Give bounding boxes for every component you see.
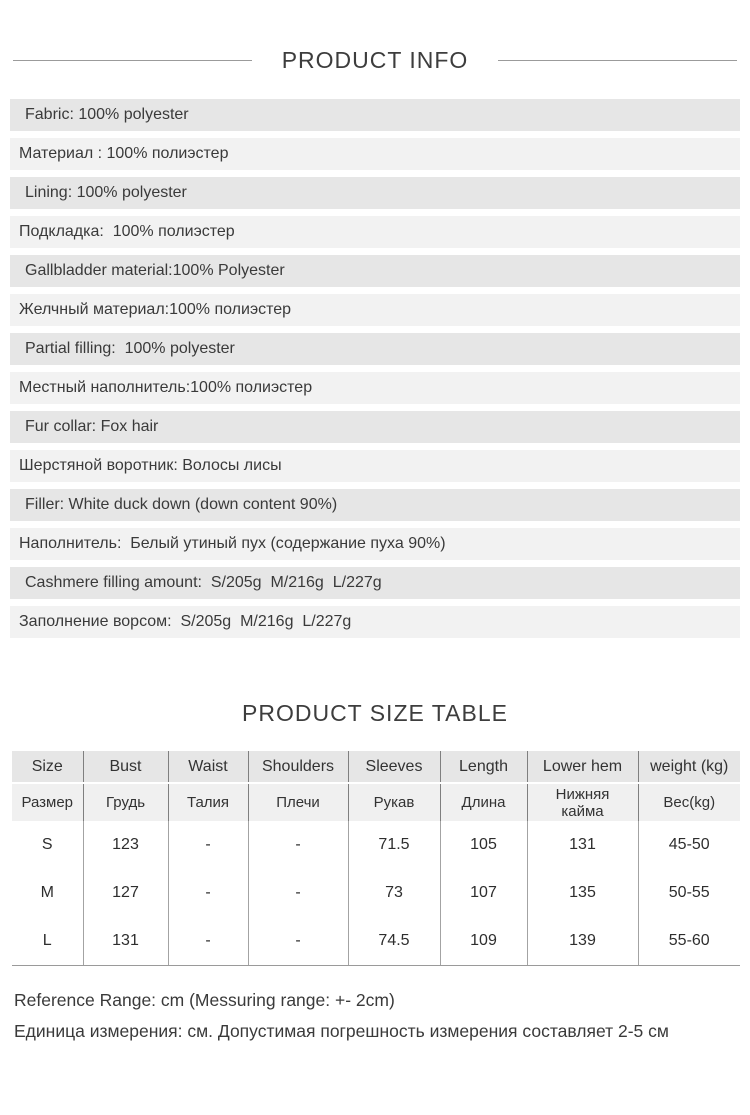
size-table-header-cell: Sleeves: [348, 751, 440, 783]
measurement-cell: 55-60: [638, 917, 740, 966]
info-row-en: Cashmere filling amount: S/205g M/216g L/227g: [10, 567, 740, 599]
measurement-cell: 73: [348, 869, 440, 917]
size-table-header-cell: Грудь: [83, 783, 168, 821]
measurement-note: [14, 985, 736, 1047]
info-row-en: Gallbladder material:100% Polyester: [10, 255, 740, 287]
product-info-section: [0, 47, 750, 638]
size-table-row: [12, 917, 740, 966]
reference-range-ru: Единица измерения: см. Допустимая погрешность измерения составляет 2-5 см: [14, 1021, 669, 1041]
measurement-cell: 109: [440, 917, 527, 966]
size-table-header-cell: Shoulders: [248, 751, 348, 783]
size-table-header-cell: Талия: [168, 783, 248, 821]
size-table-header-cell: Size: [12, 751, 83, 783]
size-value-cell: M: [12, 869, 83, 917]
size-table-header-cell: Lower hem: [527, 751, 638, 783]
size-table-header-cell: Waist: [168, 751, 248, 783]
title-line-left: [13, 60, 252, 61]
info-row-ru: Наполнитель: Белый утиный пух (содержание пуха 90%): [10, 528, 740, 560]
measurement-cell: -: [248, 869, 348, 917]
info-row-en: Filler: White duck down (down content 90%): [10, 489, 740, 521]
info-row-ru: Заполнение ворсом: S/205g M/216g L/227g: [10, 606, 740, 638]
size-value-cell: L: [12, 917, 83, 966]
size-table-section: [0, 700, 750, 1047]
measurement-cell: 127: [83, 869, 168, 917]
measurement-cell: 74.5: [348, 917, 440, 966]
size-table-header-cell: Вес(kg): [638, 783, 740, 821]
size-table-header-cell: Нижняя кайма: [527, 783, 638, 821]
measurement-cell: 131: [527, 821, 638, 869]
measurement-cell: -: [168, 917, 248, 966]
info-row-ru: Материал : 100% полиэстер: [10, 138, 740, 170]
size-table-header-cell: Плечи: [248, 783, 348, 821]
info-row-ru: Шерстяной воротник: Волосы лисы: [10, 450, 740, 482]
measurement-cell: -: [168, 869, 248, 917]
measurement-cell: 131: [83, 917, 168, 966]
info-row-en: Partial filling: 100% polyester: [10, 333, 740, 365]
size-table: [12, 751, 740, 966]
size-table-header-cell: Рукав: [348, 783, 440, 821]
measurement-cell: 123: [83, 821, 168, 869]
measurement-cell: 107: [440, 869, 527, 917]
product-info-title: PRODUCT INFO: [281, 46, 469, 73]
info-row-ru: Местный наполнитель:100% полиэстер: [10, 372, 740, 404]
size-table-title: PRODUCT SIZE TABLE: [242, 700, 508, 726]
size-table-row: [12, 821, 740, 869]
measurement-cell: 50-55: [638, 869, 740, 917]
measurement-cell: 135: [527, 869, 638, 917]
measurement-cell: -: [248, 917, 348, 966]
size-table-header-cell: Length: [440, 751, 527, 783]
product-info-title-row: [13, 47, 737, 73]
info-row-en: Fabric: 100% polyester: [10, 99, 740, 131]
size-table-header-cell: Длина: [440, 783, 527, 821]
info-row-ru: Подкладка: 100% полиэстер: [10, 216, 740, 248]
size-table-header-row-ru: [12, 783, 740, 821]
info-row-en: Fur collar: Fox hair: [10, 411, 740, 443]
info-row-ru: Желчный материал:100% полиэстер: [10, 294, 740, 326]
measurement-cell: 105: [440, 821, 527, 869]
size-table-header-cell: weight (kg): [638, 751, 740, 783]
size-table-header-cell: Размер: [12, 783, 83, 821]
info-row-en: Lining: 100% polyester: [10, 177, 740, 209]
measurement-cell: 71.5: [348, 821, 440, 869]
reference-range-en: Reference Range: cm (Messuring range: +- 2cm): [14, 990, 395, 1010]
title-line-right: [498, 60, 737, 61]
measurement-cell: -: [168, 821, 248, 869]
measurement-cell: 139: [527, 917, 638, 966]
measurement-cell: -: [248, 821, 348, 869]
size-value-cell: S: [12, 821, 83, 869]
product-info-list: [10, 99, 740, 638]
size-table-row: [12, 869, 740, 917]
size-table-header-cell: Bust: [83, 751, 168, 783]
measurement-cell: 45-50: [638, 821, 740, 869]
size-table-header-row-en: [12, 751, 740, 783]
